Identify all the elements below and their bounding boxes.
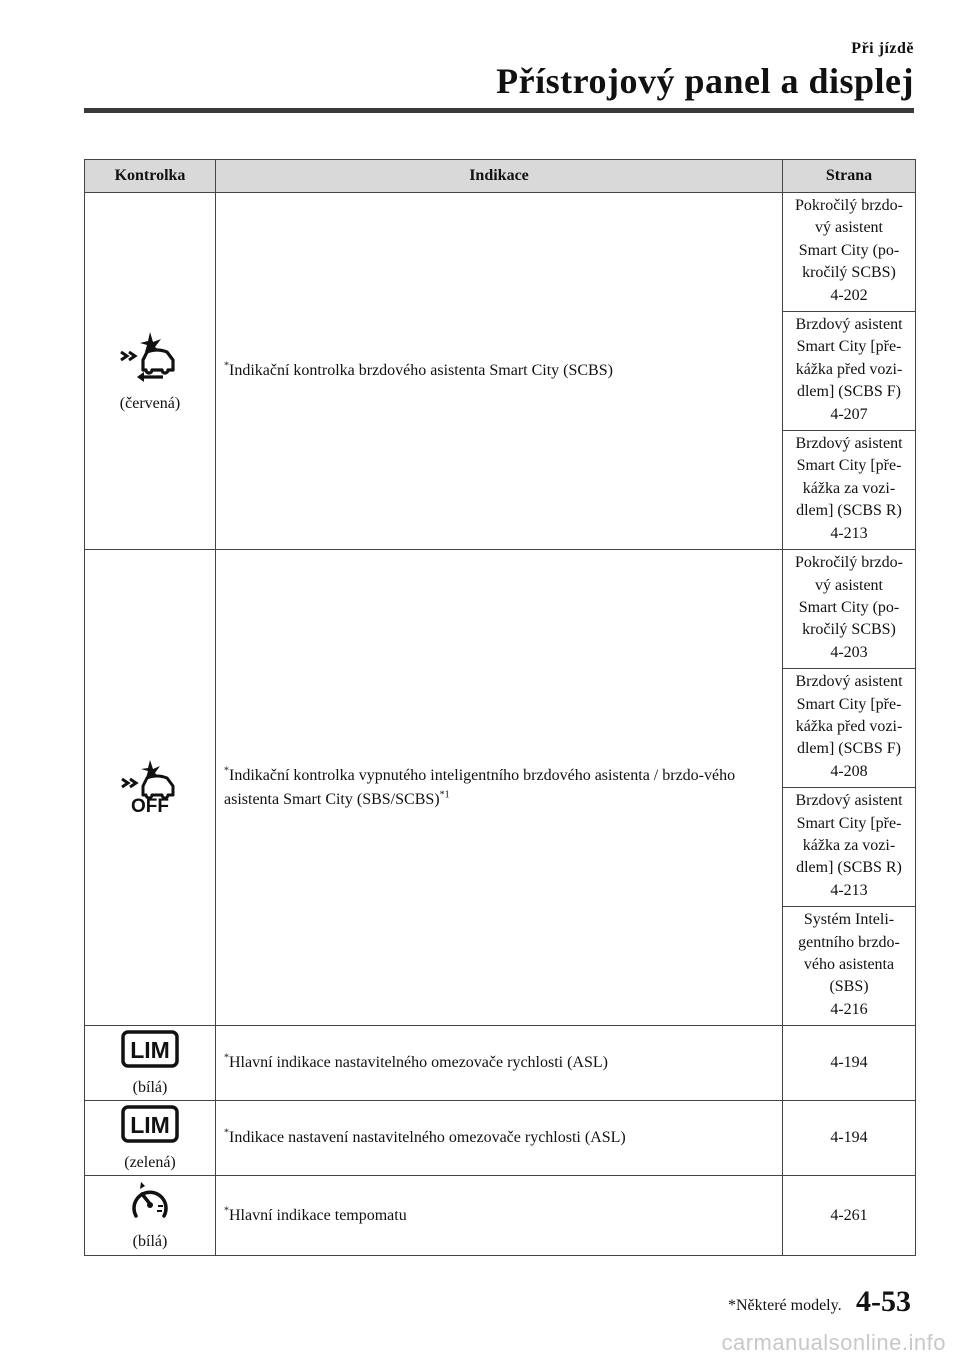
scbs-off-icon	[117, 756, 183, 819]
lim-text: LIM	[130, 1036, 170, 1063]
cruise-control-icon	[128, 1180, 172, 1227]
indication-text: Hlavní indikace tempomatu	[229, 1206, 407, 1224]
page-number: 4-203	[830, 643, 868, 661]
icon-cell	[85, 1101, 216, 1176]
indication-cell	[216, 1176, 783, 1256]
reference-line: Brzdový asistent	[795, 316, 903, 334]
reference-line: Smart City [pře-	[796, 814, 902, 832]
page-reference-cell	[783, 312, 916, 431]
page-number: 4-213	[830, 524, 868, 542]
indication-cell	[216, 550, 783, 1026]
reference-line: kážka za vozi-	[802, 836, 896, 854]
table-row	[85, 1176, 916, 1256]
table-header-row	[85, 160, 916, 193]
icon-color-label: (bílá)	[132, 1233, 168, 1251]
icon-cell	[85, 193, 216, 550]
icon-color-label: (červená)	[119, 394, 181, 412]
page-reference-cell	[783, 431, 916, 550]
icon-cell	[85, 1176, 216, 1256]
asterisk-mark: *	[224, 360, 229, 372]
reference-line: dlem] (SCBS R)	[796, 502, 902, 520]
indication-text: Hlavní indikace nastavitelného omezovače rychlosti (ASL)	[229, 1054, 608, 1072]
off-text: OFF	[131, 796, 169, 815]
indicator-table	[84, 159, 916, 1256]
page-title: Přístrojový panel a displej	[496, 61, 914, 101]
reference-line: vý asistent	[815, 219, 883, 237]
table-row	[85, 1101, 916, 1176]
reference-line: dlem] (SCBS F)	[796, 383, 901, 401]
reference-line: Brzdový asistent	[795, 673, 903, 691]
icon-cell	[85, 550, 216, 1026]
page-reference-cell	[783, 550, 916, 669]
watermark: carmanualsonline.info	[721, 1330, 946, 1355]
table-row	[85, 550, 916, 669]
asterisk-mark: *	[224, 1127, 229, 1139]
column-header-strana: Strana	[783, 160, 916, 193]
reference-line: Pokročilý brzdo-	[795, 554, 903, 572]
reference-line: kážka za vozi-	[802, 479, 896, 497]
column-header-indikace: Indikace	[216, 160, 783, 193]
reference-line: Smart City [pře-	[796, 338, 902, 356]
page-reference-cell	[783, 788, 916, 907]
footnote: *Některé modely.	[728, 1297, 842, 1314]
lim-icon	[121, 1105, 179, 1148]
reference-line: kročilý SCBS)	[802, 264, 896, 282]
reference-line: vý asistent	[815, 576, 883, 594]
reference-line: Brzdový asistent	[795, 792, 903, 810]
reference-line: Smart City (po-	[798, 241, 900, 259]
page-reference-cell	[783, 1176, 916, 1256]
reference-line: Systém Inteli-	[803, 911, 895, 929]
page-number-footer: 4-53	[856, 1285, 911, 1318]
page-number: 4-216	[830, 1000, 868, 1018]
reference-line: kročilý SCBS)	[802, 621, 896, 639]
section-title: Při jízdě	[851, 40, 914, 57]
page-number: 4-208	[830, 762, 868, 780]
indication-cell	[216, 1026, 783, 1101]
indication-cell	[216, 1101, 783, 1176]
reference-line: kážka před vozi-	[795, 717, 903, 735]
reference-line: Brzdový asistent	[795, 435, 903, 453]
icon-color-label: (bílá)	[132, 1078, 168, 1096]
page-reference-cell	[783, 907, 916, 1026]
reference-line: gentního brzdo-	[798, 933, 900, 951]
header-divider	[84, 108, 914, 113]
asterisk-mark: *	[224, 1052, 229, 1064]
reference-line: dlem] (SCBS R)	[796, 859, 902, 877]
indication-text: Indikace nastavení nastavitelného omezovače rychlosti (ASL)	[229, 1129, 626, 1147]
lim-icon	[121, 1030, 179, 1073]
page-number: 4-194	[830, 1129, 868, 1147]
reference-line: (SBS)	[829, 978, 869, 996]
icon-cell	[85, 1026, 216, 1101]
indication-text: Indikační kontrolka vypnutého inteligentního brzdového asistenta / brzdo-vého asistenta Smart City (SBS/SCBS)	[224, 766, 736, 808]
footnote-mark: *1	[439, 789, 450, 801]
page-reference-cell	[783, 1101, 916, 1176]
reference-line: Pokročilý brzdo-	[795, 197, 903, 214]
reference-line: dlem] (SCBS F)	[796, 740, 901, 758]
asterisk-mark: *	[224, 1205, 229, 1217]
scbs-warning-icon	[117, 330, 183, 389]
column-header-kontrolka: Kontrolka	[85, 160, 216, 193]
reference-line: Smart City (po-	[798, 598, 900, 616]
page-number: 4-194	[830, 1054, 868, 1072]
reference-line: kážka před vozi-	[795, 360, 903, 378]
table-row	[85, 193, 916, 312]
reference-line: vého asistenta	[803, 956, 895, 973]
asterisk-mark: *	[224, 765, 229, 777]
icon-color-label: (zelená)	[124, 1153, 176, 1171]
reference-line: Smart City [pře-	[796, 457, 902, 475]
page-reference-cell	[783, 669, 916, 788]
indication-text: Indikační kontrolka brzdového asistenta Smart City (SCBS)	[229, 362, 613, 380]
page-number: 4-261	[830, 1206, 868, 1224]
table-row	[85, 1026, 916, 1101]
page-number: 4-207	[830, 405, 868, 423]
page-reference-cell	[783, 1026, 916, 1101]
page-reference-cell	[783, 193, 916, 312]
page-number: 4-202	[830, 286, 868, 304]
indication-cell	[216, 193, 783, 550]
reference-line: Smart City [pře-	[796, 695, 902, 713]
page-number: 4-213	[830, 881, 868, 899]
lim-text: LIM	[130, 1111, 170, 1138]
